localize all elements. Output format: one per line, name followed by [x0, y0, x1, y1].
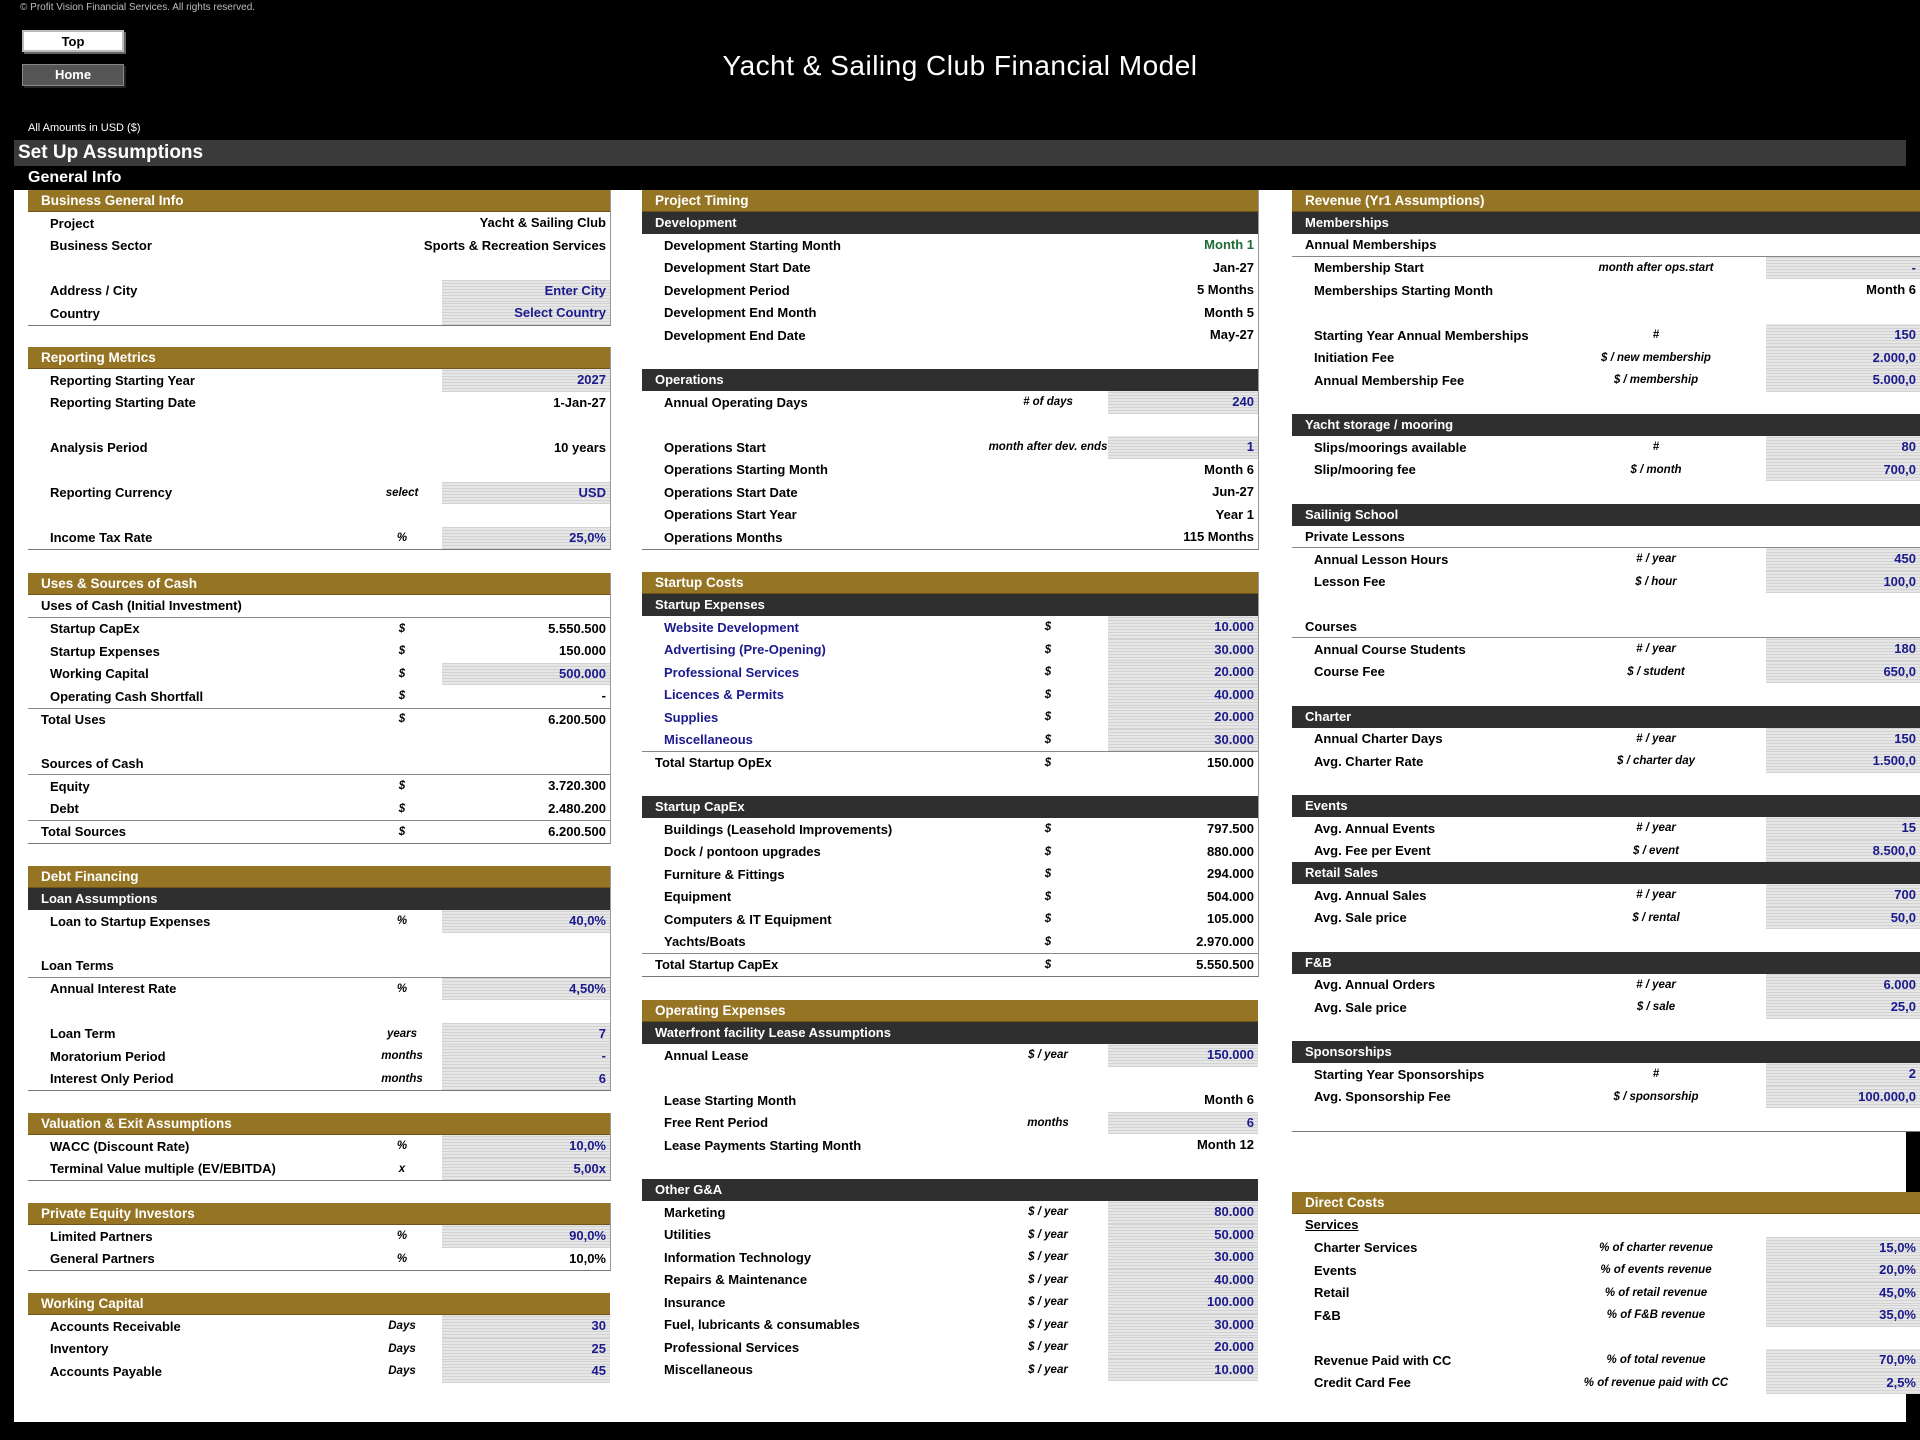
interest-rate-input[interactable]: 4,50% — [442, 978, 610, 1001]
insurance-row: Insurance $ / year 100.000 — [642, 1291, 1258, 1314]
lesson-fee-input[interactable]: 100,0 — [1766, 571, 1920, 594]
tax-input[interactable]: 25,0% — [442, 527, 610, 550]
retail-cost-input[interactable]: 45,0% — [1766, 1282, 1920, 1305]
initiation-fee-input[interactable]: 2.000,0 — [1766, 347, 1920, 370]
event-fee-row: Avg. Fee per Event $ / event 8.500,0 — [1292, 840, 1920, 863]
operating-days-input[interactable]: 240 — [1108, 391, 1258, 414]
repairs-input[interactable]: 40.000 — [1108, 1269, 1258, 1292]
operating-expenses-panel — [642, 1000, 1258, 1381]
uses-capex-row: Startup CapEx $ 5.550.500 — [50, 620, 606, 637]
uses-wc-row: Working Capital $ 500.000 — [28, 663, 610, 686]
inventory-input[interactable]: 25 — [442, 1338, 610, 1361]
reporting-date-row: Reporting Starting Date 1-Jan-27 — [50, 394, 606, 411]
interest-only-row: Interest Only Period months 6 — [28, 1068, 610, 1091]
reporting-year-input[interactable]: 2027 — [442, 369, 610, 392]
lesson-hours-row: Annual Lesson Hours # / year 450 — [1292, 548, 1920, 571]
uses-sources-panel — [28, 573, 611, 844]
terminal-value-input[interactable]: 5,00x — [442, 1158, 610, 1181]
utilities-row: Utilities $ / year 50.000 — [642, 1224, 1258, 1247]
moratorium-row: Moratorium Period months - — [28, 1045, 610, 1068]
ops-start-date-row: Operations Start Date Jun-27 — [664, 484, 1254, 500]
ops-start-month-row: Operations Starting Month Month 6 — [664, 461, 1254, 478]
ap-input[interactable]: 45 — [442, 1360, 610, 1383]
currency-row: Reporting Currency select USD — [28, 482, 610, 505]
buildings-row: Buildings (Leasehold Improvements) $ 797.500 — [664, 821, 1254, 837]
total-sources-row: Total Sources $ 6.200.500 — [28, 820, 610, 843]
advertising-row: Advertising (Pre-Opening) $ 30.000 — [642, 639, 1258, 662]
ar-input[interactable]: 30 — [442, 1315, 610, 1338]
working-capital-header: Working Capital — [28, 1293, 610, 1315]
cc-fee-row: Credit Card Fee % of revenue paid with CC 2,5% — [1292, 1372, 1920, 1395]
revenue-cc-input[interactable]: 70,0% — [1766, 1349, 1920, 1372]
lease-payments-row: Lease Payments Starting Month Month 12 — [664, 1137, 1254, 1153]
interest-rate-row: Annual Interest Rate % 4,50% — [28, 978, 610, 1001]
sailing-school-subheader: Sailinig School — [1292, 504, 1920, 526]
private-lessons-group: Private Lessons — [1292, 526, 1920, 549]
charter-days-input[interactable]: 150 — [1766, 728, 1920, 751]
annual-orders-row: Avg. Annual Orders # / year 6.000 — [1292, 974, 1920, 997]
charter-rate-row: Avg. Charter Rate $ / charter day 1.500,0 — [1292, 750, 1920, 773]
uses-shortfall-row: Operating Cash Shortfall $ - — [50, 688, 606, 704]
sheet-area — [14, 190, 1916, 1422]
event-fee-input[interactable]: 8.500,0 — [1766, 840, 1920, 863]
home-button[interactable]: Home — [22, 64, 124, 86]
sponsorships-subheader: Sponsorships — [1292, 1041, 1920, 1063]
operating-days-row: Annual Operating Days # of days 240 — [642, 391, 1258, 414]
retail-subheader: Retail Sales — [1292, 862, 1920, 884]
project-timing-header: Project Timing — [642, 190, 1258, 212]
annual-memberships-group: Annual Memberships — [1292, 234, 1920, 257]
events-cost-row: Events % of events revenue 20,0% — [1292, 1259, 1920, 1282]
it-row: Computers & IT Equipment $ 105.000 — [664, 911, 1254, 927]
debt-financing-panel — [28, 866, 611, 1091]
lp-input[interactable]: 90,0% — [442, 1225, 610, 1248]
direct-costs-panel — [1292, 1192, 1920, 1394]
project-row: Project Yacht & Sailing Club — [50, 215, 606, 231]
course-fee-input[interactable]: 650,0 — [1766, 661, 1920, 684]
address-row: Address / City Enter City — [28, 280, 610, 303]
marketing-input[interactable]: 80.000 — [1108, 1201, 1258, 1224]
events-subheader: Events — [1292, 795, 1920, 817]
cc-fee-input[interactable]: 2,5% — [1766, 1372, 1920, 1395]
lease-subheader: Waterfront facility Lease Assumptions — [642, 1022, 1258, 1044]
lesson-hours-input[interactable]: 450 — [1766, 548, 1920, 571]
ops-start-year-row: Operations Start Year Year 1 — [664, 506, 1254, 523]
membership-month-row: Memberships Starting Month Month 6 — [1314, 282, 1916, 298]
ga-misc-row: Miscellaneous $ / year 10.000 — [642, 1359, 1258, 1382]
sponsorships-input[interactable]: 2 — [1766, 1063, 1920, 1086]
startup-costs-header: Startup Costs — [642, 572, 1258, 594]
membership-fee-row: Annual Membership Fee $ / membership 5.000,0 — [1292, 369, 1920, 392]
private-equity-panel — [28, 1203, 611, 1271]
slip-fee-row: Slip/mooring fee $ / month 700,0 — [1292, 459, 1920, 482]
loan-term-row: Loan Term years 7 — [28, 1023, 610, 1046]
ap-row: Accounts Payable Days 45 — [28, 1360, 610, 1383]
repairs-row: Repairs & Maintenance $ / year 40.000 — [642, 1269, 1258, 1292]
inventory-row: Inventory Days 25 — [28, 1338, 610, 1361]
initiation-fee-row: Initiation Fee $ / new membership 2.000,0 — [1292, 347, 1920, 370]
equipment-row: Equipment $ 504.000 — [664, 888, 1254, 905]
supplies-row: Supplies $ 20.000 — [642, 706, 1258, 729]
fb-cost-input[interactable]: 35,0% — [1766, 1304, 1920, 1327]
valuation-panel — [28, 1113, 611, 1181]
supplies-input[interactable]: 20.000 — [1108, 706, 1258, 729]
sponsorship-fee-input[interactable]: 100.000,0 — [1766, 1086, 1920, 1109]
annual-lease-input[interactable]: 150.000 — [1108, 1044, 1258, 1067]
startup-capex-subheader: Startup CapEx — [642, 796, 1258, 818]
tax-row: Income Tax Rate % 25,0% — [28, 527, 610, 550]
currency-select[interactable]: USD — [442, 482, 610, 505]
loan-terms-group: Loan Terms — [28, 955, 610, 978]
gp-row: General Partners % 10,0% — [50, 1250, 606, 1267]
fb-subheader: F&B — [1292, 952, 1920, 974]
private-equity-header: Private Equity Investors — [28, 1203, 610, 1225]
ar-row: Accounts Receivable Days 30 — [28, 1315, 610, 1338]
debt-row: Debt $ 2.480.200 — [50, 800, 606, 817]
slip-fee-input[interactable]: 700,0 — [1766, 459, 1920, 482]
fb-cost-row: F&B % of F&B revenue 35,0% — [1292, 1304, 1920, 1327]
dev-end-month-row: Development End Month Month 5 — [664, 304, 1254, 321]
total-opex-row: Total Startup OpEx $ 150.000 — [642, 751, 1258, 774]
development-subheader: Development — [642, 212, 1258, 234]
utilities-input[interactable]: 50.000 — [1108, 1224, 1258, 1247]
loan-assumptions-subheader: Loan Assumptions — [28, 888, 610, 910]
operating-expenses-header: Operating Expenses — [642, 1000, 1258, 1022]
yachts-row: Yachts/Boats $ 2.970.000 — [664, 933, 1254, 950]
business-info-panel — [28, 190, 611, 326]
course-students-input[interactable]: 180 — [1766, 638, 1920, 661]
free-rent-input[interactable]: 6 — [1108, 1112, 1258, 1135]
retail-price-input[interactable]: 50,0 — [1766, 907, 1920, 930]
wacc-input[interactable]: 10,0% — [442, 1135, 610, 1158]
revenue-cc-row: Revenue Paid with CC % of total revenue 70,0% — [1292, 1349, 1920, 1372]
dock-row: Dock / pontoon upgrades $ 880.000 — [664, 843, 1254, 860]
lp-row: Limited Partners % 90,0% — [28, 1225, 610, 1248]
sponsorship-fee-row: Avg. Sponsorship Fee $ / sponsorship 100.000,0 — [1292, 1086, 1920, 1109]
charter-rate-input[interactable]: 1.500,0 — [1766, 750, 1920, 773]
wacc-row: WACC (Discount Rate) % 10,0% — [28, 1135, 610, 1158]
reporting-panel — [28, 347, 611, 550]
terminal-value-row: Terminal Value multiple (EV/EBITDA) x 5,00x — [28, 1158, 610, 1181]
slips-input[interactable]: 80 — [1766, 436, 1920, 459]
lease-start-row: Lease Starting Month Month 6 — [664, 1092, 1254, 1108]
city-input[interactable]: Enter City — [442, 280, 610, 303]
memberships-subheader: Memberships — [1292, 212, 1920, 234]
reporting-year-row: Reporting Starting Year 2027 — [28, 369, 610, 392]
revenue-panel — [1292, 190, 1920, 1132]
info-tech-row: Information Technology $ / year 30.000 — [642, 1246, 1258, 1269]
course-students-row: Annual Course Students # / year 180 — [1292, 638, 1920, 661]
charter-days-row: Annual Charter Days # / year 150 — [1292, 728, 1920, 751]
ga-professional-row: Professional Services $ / year 20.000 — [642, 1336, 1258, 1359]
yacht-storage-subheader: Yacht storage / mooring — [1292, 414, 1920, 436]
website-row: Website Development $ 10.000 — [642, 616, 1258, 639]
misc-input[interactable]: 30.000 — [1108, 729, 1258, 752]
slips-row: Slips/moorings available # 80 — [1292, 436, 1920, 459]
working-capital-input[interactable]: 500.000 — [442, 663, 610, 686]
dev-start-month-row: Development Starting Month Month 1 — [664, 237, 1254, 253]
fb-price-row: Avg. Sale price $ / sale 25,0 — [1292, 996, 1920, 1019]
advertising-input[interactable]: 30.000 — [1108, 639, 1258, 662]
membership-start-row: Membership Start month after ops.start - — [1292, 257, 1920, 280]
dev-end-date-row: Development End Date May-27 — [664, 327, 1254, 343]
operations-subheader: Operations — [642, 369, 1258, 391]
revenue-header: Revenue (Yr1 Assumptions) — [1292, 190, 1920, 212]
services-group: Services — [1305, 1217, 1359, 1232]
licences-input[interactable]: 40.000 — [1108, 684, 1258, 707]
other-ga-subheader: Other G&A — [642, 1179, 1258, 1201]
dev-period-row: Development Period 5 Months — [664, 282, 1254, 298]
project-timing-panel — [642, 190, 1259, 550]
professional-row: Professional Services $ 20.000 — [642, 661, 1258, 684]
loan-ratio-input[interactable]: 40,0% — [442, 910, 610, 933]
annual-orders-input[interactable]: 6.000 — [1766, 974, 1920, 997]
operations-start-input[interactable]: 1 — [1108, 436, 1258, 459]
fuel-input[interactable]: 30.000 — [1108, 1314, 1258, 1337]
annual-events-row: Avg. Annual Events # / year 15 — [1292, 817, 1920, 840]
website-input[interactable]: 10.000 — [1108, 616, 1258, 639]
reporting-header: Reporting Metrics — [28, 347, 610, 369]
moratorium-input[interactable]: - — [442, 1045, 610, 1068]
course-fee-row: Course Fee $ / student 650,0 — [1292, 661, 1920, 684]
uses-group: Uses of Cash (Initial Investment) — [28, 595, 610, 618]
fb-price-input[interactable]: 25,0 — [1766, 996, 1920, 1019]
sponsorships-row: Starting Year Sponsorships # 2 — [1292, 1063, 1920, 1086]
furniture-row: Furniture & Fittings $ 294.000 — [664, 866, 1254, 882]
charter-services-row: Charter Services % of charter revenue 15,0% — [1292, 1237, 1920, 1260]
total-capex-row: Total Startup CapEx $ 5.550.500 — [642, 953, 1258, 976]
subsection-title: General Info — [28, 169, 122, 186]
starting-memberships-row: Starting Year Annual Memberships # 150 — [1292, 324, 1920, 347]
ga-professional-input[interactable]: 20.000 — [1108, 1336, 1258, 1359]
copyright-text: © Profit Vision Financial Services. All rights reserved. — [20, 2, 256, 13]
uses-expenses-row: Startup Expenses $ 150.000 — [50, 643, 606, 659]
info-tech-input[interactable]: 30.000 — [1108, 1246, 1258, 1269]
loan-ratio-row: Loan to Startup Expenses % 40,0% — [28, 910, 610, 933]
startup-expenses-subheader: Startup Expenses — [642, 594, 1258, 616]
ops-months-row: Operations Months 115 Months — [664, 529, 1254, 545]
professional-input[interactable]: 20.000 — [1108, 661, 1258, 684]
interest-only-input[interactable]: 6 — [442, 1068, 610, 1091]
ga-misc-input[interactable]: 10.000 — [1108, 1359, 1258, 1382]
direct-costs-header: Direct Costs — [1292, 1192, 1920, 1214]
misc-row: Miscellaneous $ 30.000 — [642, 729, 1258, 752]
amounts-note: All Amounts in USD ($) — [28, 122, 141, 134]
annual-sales-input[interactable]: 700 — [1766, 884, 1920, 907]
courses-group: Courses — [1292, 616, 1920, 639]
total-uses-row: Total Uses $ 6.200.500 — [28, 708, 610, 731]
lesson-fee-row: Lesson Fee $ / hour 100,0 — [1292, 571, 1920, 594]
events-cost-input[interactable]: 20,0% — [1766, 1259, 1920, 1282]
licences-row: Licences & Permits $ 40.000 — [642, 684, 1258, 707]
membership-start-input[interactable]: - — [1766, 257, 1920, 280]
top-button[interactable]: Top — [22, 30, 124, 52]
sources-group: Sources of Cash — [28, 753, 610, 776]
startup-costs-panel — [642, 572, 1259, 977]
fuel-row: Fuel, lubricants & consumables $ / year 30.000 — [642, 1314, 1258, 1337]
annual-sales-row: Avg. Annual Sales # / year 700 — [1292, 884, 1920, 907]
working-capital-panel — [28, 1293, 610, 1383]
uses-sources-header: Uses & Sources of Cash — [28, 573, 610, 595]
retail-price-row: Avg. Sale price $ / rental 50,0 — [1292, 907, 1920, 930]
debt-financing-header: Debt Financing — [28, 866, 610, 888]
starting-memberships-input[interactable]: 150 — [1766, 324, 1920, 347]
operations-start-row: Operations Start month after dev. ends 1 — [642, 436, 1258, 459]
page-title: Yacht & Sailing Club Financial Model — [722, 50, 1198, 81]
retail-cost-row: Retail % of retail revenue 45,0% — [1292, 1282, 1920, 1305]
country-select[interactable]: Select Country — [442, 302, 610, 325]
membership-fee-input[interactable]: 5.000,0 — [1766, 369, 1920, 392]
charter-subheader: Charter — [1292, 706, 1920, 728]
valuation-header: Valuation & Exit Assumptions — [28, 1113, 610, 1135]
equity-row: Equity $ 3.720.300 — [50, 778, 606, 794]
free-rent-row: Free Rent Period months 6 — [642, 1112, 1258, 1135]
annual-events-input[interactable]: 15 — [1766, 817, 1920, 840]
business-info-header: Business General Info — [28, 190, 610, 212]
dev-start-date-row: Development Start Date Jan-27 — [664, 259, 1254, 276]
loan-term-input[interactable]: 7 — [442, 1023, 610, 1046]
sector-row: Business Sector Sports & Recreation Services — [50, 237, 606, 254]
analysis-period-row: Analysis Period 10 years — [50, 439, 606, 456]
marketing-row: Marketing $ / year 80.000 — [642, 1201, 1258, 1224]
section-title: Set Up Assumptions — [14, 140, 1906, 166]
country-row: Country Select Country — [28, 302, 610, 325]
charter-services-input[interactable]: 15,0% — [1766, 1237, 1920, 1260]
annual-lease-row: Annual Lease $ / year 150.000 — [642, 1044, 1258, 1067]
insurance-input[interactable]: 100.000 — [1108, 1291, 1258, 1314]
